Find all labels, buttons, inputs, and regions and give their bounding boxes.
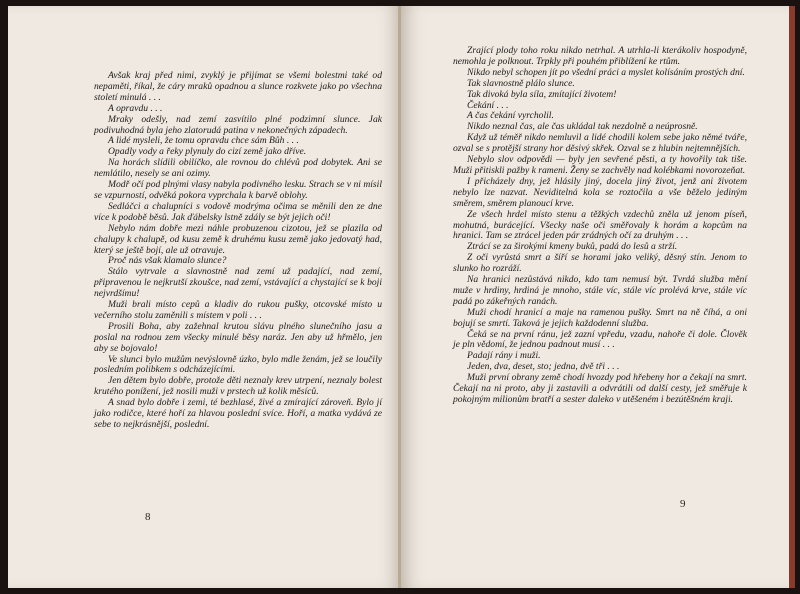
- paragraph: Muži chodí hranicí a maje na ramenou pušky. Smrt na ně číhá, a oni bojují se smrtí. Taková je jejich každodenní služba.: [453, 306, 747, 329]
- paragraph: Opadly vody a řeky plynuly do cizí země jako dříve.: [108, 146, 307, 158]
- paragraph: Nebylo nám dobře mezi náhle probuzenou cizotou, jež se plazila od chalupy k chalupě, od kusu země k druhému kusu země jako jedovatý had, který se ještě bojí, ale už otravuje.: [94, 222, 382, 256]
- paragraph: Modř očí pod plnými vlasy nabyla podivného lesku. Strach se v ni mísil se vzpurností, odvěká pokora vyprchala k barvě oblohy.: [94, 179, 382, 201]
- paragraph: Sedláčci a chalupníci s vodově modrýma očima se měnili den ze dne více k podobě běsů. Jak ďábelsky lstně zdály se být jejich oči!: [94, 200, 382, 223]
- paragraph: A čas čekání vyrcholil.: [467, 110, 554, 122]
- paragraph: I přicházely dny, jež hlásily jiný, docela jiný život, jenž ani životem nebylo lze nazvat. Neviditelná kola se roztočila a vše běželo jediným směrem, směrem planoucí krve.: [453, 175, 747, 209]
- paragraph: Čekání . . .: [467, 99, 509, 111]
- paragraph: Na hranici nezůstává nikdo, kdo tam nemusí být. Tvrdá služba mění muže v hrdiny, hrdiná je mnoho, stále víc, stále víc prolévá krve, stále víc padá po zákeřných ranách.: [453, 274, 747, 307]
- left-page: [8, 6, 401, 588]
- paragraph: Zrající plody toho roku nikdo netrhal. A utrhla-li kterákoliv hospodyně, nemohla je polknout. Trpkly při pouhém přiblížení ke rtům.: [453, 45, 747, 67]
- paragraph: Když už téměř nikdo nemluvil a lidé chodili kolem sebe jako němé tváře, ozval se s protější strany hor děsivý skřek. Ozval se z hlubin nejtemnějších.: [453, 132, 747, 155]
- paragraph: Stálo vytrvale a slavnostně nad zemí už padající, nad zemí, připravenou le nejkrutší zkoušce, nad zemí, vstávající a chystající se k boji nejvrdšímu!: [94, 266, 382, 300]
- paragraph: Muži brali místo cepů a kladiv do rukou pušky, otcovské místo u večerního stolu zaměnili s místem v poli . . .: [94, 299, 382, 321]
- paragraph: Z oči vyrůstá smrt a šíří se horami jako veliký, děsný stín. Jenom to slunko ho rozráží.: [453, 252, 747, 275]
- paragraph: Padají rány i muži.: [467, 350, 541, 362]
- paragraph: Prosili Boha, aby zažehnal krutou slávu plného slunečního jasu a poslal na rodnou zem všecky minulé běsy naráz. Jen aby už hřmělo, jen aby se bojovalo!: [94, 320, 382, 354]
- paragraph: Nebylo slov odpovědi — byly jen sevřené pěsti, a ty hovořily tak tiše. Muži přitiskli pažby k rameni. Ženy se zachvěly nad kolébkami novorozeňat.: [453, 154, 747, 176]
- left-page-text: [94, 71, 382, 431]
- right-page-number: 9: [680, 498, 686, 510]
- paragraph: Mraky odešly, nad zemí zasvítilo plné podzimní slunce. Jak podivuhodná byla jeho zlatorudá patina v nekonečných západech.: [94, 113, 382, 136]
- paragraph: Tak divoká byla síla, zmítající životem!: [467, 88, 617, 100]
- paragraph: A lidé mysleli, že tomu opravdu chce sám Bůh . . .: [108, 135, 299, 147]
- paragraph: Na horách slídili obilíčko, ale rovnou do chlévů pod dobytek. Ani se nemlátilo, nesely se ani ozimy.: [94, 157, 382, 180]
- paragraph: A opravdu . . .: [108, 102, 163, 114]
- paragraph: Ztrácí se za širokými kmeny buků, padá do lesů a strží.: [467, 241, 678, 253]
- right-page-text: [453, 46, 747, 406]
- paragraph: Proč nás však klamalo slunce?: [108, 255, 227, 267]
- paragraph: Čeká se na první ránu, jež zazní vpředu, vzadu, nahoře či dole. Člověk je pln vědomí, že jednou padnout musí . . .: [453, 328, 747, 351]
- book-cover-edge: [789, 6, 795, 588]
- book-spread: [8, 6, 793, 588]
- left-page-number: 8: [145, 511, 151, 523]
- paragraph: Avšak kraj před nimi, zvyklý je přijímat se všemi bolestmi také od nepaměti, říkal, že cáry mraků opadnou a slunce rozkvete jako po všechna století minulá . . .: [94, 70, 382, 103]
- paragraph: Ze všech hrdel místo stenu a těžkých vzdechů zněla už jenom píseň, mohutná, burácející. Všecky naše oči směřovaly k horám a kopcům na hranici. Tam se ztrácel jeden pár zrádných očí za druhým . . .: [453, 208, 747, 242]
- paragraph: Ve slunci bylo mužům nevýslovně úzko, bylo mdle ženám, jež se loučily posledním polibkem s odcházejícími.: [94, 353, 382, 376]
- paragraph: Tak slavnostně plálo slunce.: [467, 77, 575, 89]
- paragraph: A snad bylo dobře i zemi, té bezhlasé, živé a zmírající zároveň. Bylo jí jako rodičce, které hoří za hlavou poslední svíce. Hoří, a matka vydává ze sebe to nejkrásnější, poslední.: [94, 397, 382, 430]
- paragraph: Nikdo neznal čas, ale čas ukládal tak nezdolně a neúprosně.: [467, 121, 698, 133]
- paragraph: Jeden, dva, deset, sto; jedna, dvě tři . . .: [467, 361, 620, 373]
- paragraph: Nikdo nebyl schopen jít po všední práci a myslet kolísáním prostých dní.: [467, 66, 745, 78]
- paragraph: Jen dětem bylo dobře, protože děti neznaly krev utrpení, neznaly bolest krutého ponížení, jež nosili muži v prstech už kolik měsíců.: [94, 375, 382, 398]
- paragraph: Muži první obrany země chodí hvozdy pod hřebeny hor a čekají na smrt. Čekají na ni proto, aby ji zastavili a odvrátili od další cesty, jež směřuje k pokojným milionům bratří a sester daleko v utěšeném i bezútěšném kraji.: [453, 372, 747, 405]
- right-page: [401, 6, 793, 588]
